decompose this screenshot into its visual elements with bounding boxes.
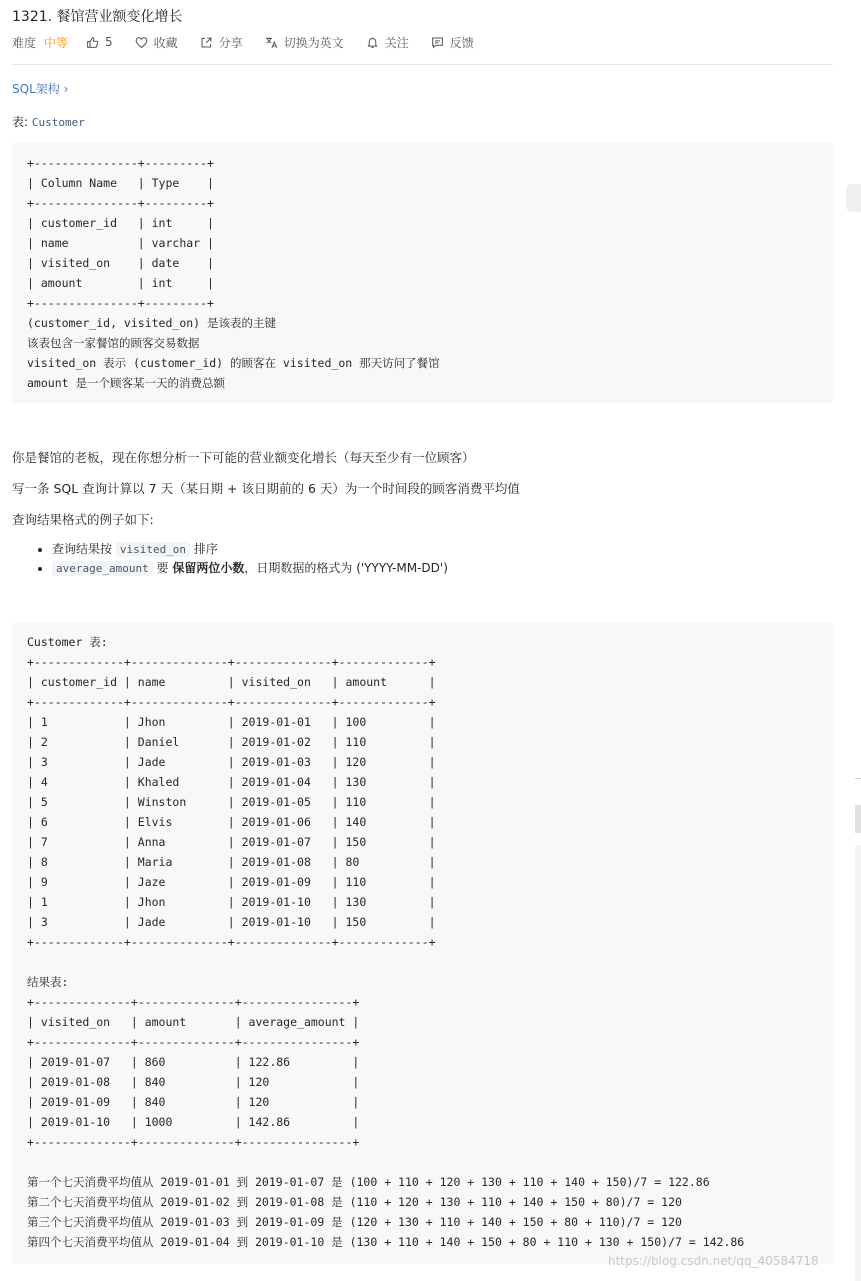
bell-icon: [366, 36, 379, 49]
table-label: [12, 113, 85, 130]
rules-list: [12, 540, 448, 578]
list-item: [52, 540, 448, 559]
share-button[interactable]: [200, 34, 243, 51]
feedback-button[interactable]: [431, 34, 474, 51]
scrollbar-track[interactable]: [855, 845, 861, 1281]
table-name-code: Customer: [31, 116, 85, 129]
rule-bold-text: 保留两位小数: [172, 561, 245, 575]
like-button[interactable]: [86, 35, 113, 49]
difficulty-value: 中等: [44, 35, 69, 50]
thumbs-up-icon: [86, 36, 99, 49]
translate-icon: [265, 36, 278, 49]
favorite-button[interactable]: [135, 34, 178, 51]
side-divider: [855, 778, 861, 779]
side-panel-toggle[interactable]: [846, 184, 861, 212]
follow-button[interactable]: [366, 34, 409, 51]
heart-icon: [135, 36, 148, 49]
rule-code: average_amount: [52, 561, 153, 576]
feedback-label: 反馈: [449, 35, 474, 50]
description-paragraph-1: 你是餐馆的老板，现在你想分析一下可能的营业额变化增长（每天至少有一位顾客）: [12, 450, 475, 465]
rule-text: 排序: [190, 542, 218, 556]
example-code-block: Customer 表: +-------------+--------------+--------------+-------------+ | customer_id | name | visited_on | amount | +-------------+--------------+--------------+-------------+ | 1 | Jhon | 2019-01-01 | 100 | | 2 | Daniel | 2019-01-02 | 110 | | 3 | Jade | 2019-01-03 | 120 | | 4 | Khaled | 2019-01-04 | 130 | | 5 | Winston | 2019-01-05 | 110 | | 6 | Elvis | 2019-01-06 | 140 | | 7 | Anna | 2019-01-07 | 150 | | 8 | Maria | 2019-01-08 | 80 | | 9 | Jaze | 2019-01-09 | 110 | | 1 | Jhon | 2019-01-10 | 130 | | 3 | Jade | 2019-01-10 | 150 | +-------------+--------------+--------------+-------------+ 结果表: +--------------+--------------+----------------+ | visited_on | amount | average_amount | +--------------+--------------+----------------+ | 2019-01-07 | 860 | 122.86 | | 2019-01-08 | 840 | 120 | | 2019-01-09 | 840 | 120 | | 2019-01-10 | 1000 | 142.86 | +--------------+--------------+----------------+ 第一个七天消费平均值从 2019-01-01 到 2019-01-07 是 (100 + 110 + 120 + 130 + 110 + 140 + 150)/7 = 122.86 第二个七天消费平均值从 2019-01-02 到 2019-01-08 是 (110 + 120 + 130 + 110 + 140 + 150 + 80)/7 = 120 第三个七天消费平均值从 2019-01-03 到 2019-01-09 是 (120 + 130 + 110 + 140 + 150 + 80 + 110)/7 = 120 第四个七天消费平均值从 2019-01-04 到 2019-01-10 是 (130 + 110 + 140 + 150 + 80 + 110 + 130 + 150)/7 = 142.86: [12, 622, 833, 1264]
follow-label: 关注: [384, 35, 409, 50]
problem-meta-bar: [12, 33, 496, 51]
switch-language-button[interactable]: [265, 34, 344, 51]
rule-text: 查询结果按: [52, 542, 116, 556]
list-item: [52, 559, 448, 578]
header-divider: [12, 64, 833, 65]
share-label: 分享: [218, 35, 243, 50]
rule-text: 要: [152, 561, 173, 575]
switch-language-label: 切换为英文: [283, 35, 344, 50]
rule-code: visited_on: [116, 542, 190, 557]
description-paragraph-2: 写一条 SQL 查询计算以 7 天（某日期 + 该日期前的 6 天）为一个时间段的顾客消费平均值: [12, 481, 520, 496]
share-icon: [200, 36, 213, 49]
schema-code-block: +---------------+---------+ | Column Name | Type | +---------------+---------+ | customer_id | int | | name | varchar | | visited_on | date | | amount | int | +---------------+---------+ (customer_id, visited_on) 是该表的主键 该表包含一家餐馆的顾客交易数据 visited_on 表示 (customer_id) 的顾客在 visited_on 那天访问了餐馆 amount 是一个顾客某一天的消费总额: [12, 143, 833, 403]
feedback-icon: [431, 36, 444, 49]
difficulty-label: 难度: [12, 35, 37, 50]
breadcrumb-sql-schema[interactable]: SQL架构 ›: [12, 82, 69, 96]
scrollbar-thumb[interactable]: [855, 805, 861, 833]
watermark-text: https://blog.csdn.net/qq_40584718: [608, 1254, 819, 1268]
rule-text: ，日期数据的格式为 ('YYYY-MM-DD'): [244, 561, 448, 575]
like-count: 5: [105, 35, 113, 49]
table-label-prefix: 表:: [12, 115, 32, 129]
problem-title: 1321. 餐馆营业额变化增长: [12, 9, 183, 25]
description-paragraph-3: 查询结果格式的例子如下:: [12, 512, 154, 527]
favorite-label: 收藏: [153, 35, 178, 50]
